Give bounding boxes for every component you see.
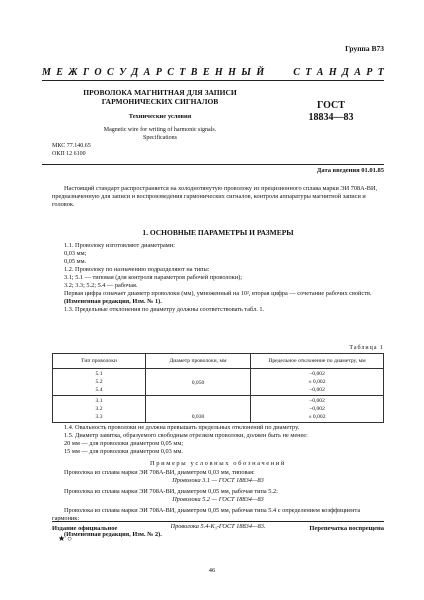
title-line-2: ГАРМОНИЧЕСКИХ СИГНАЛОВ bbox=[101, 97, 219, 106]
page-number: 46 bbox=[208, 567, 216, 574]
banner-letter: В bbox=[190, 67, 198, 78]
curl-spec-1: 20 мм — для проволоки диаметром 0,05 мм; bbox=[64, 440, 184, 448]
okp-code: ОКП 12 6100 bbox=[52, 150, 86, 157]
mks-code: МКС 77.140.65 bbox=[52, 143, 91, 149]
header-rule bbox=[42, 80, 384, 81]
banner-letter: Д bbox=[341, 67, 349, 78]
amendment-1: (Измененная редакция, Изм. № 1). bbox=[64, 298, 162, 306]
title-line-1: ПРОВОЛОКА МАГНИТНАЯ ДЛЯ ЗАПИСИ bbox=[83, 88, 237, 97]
banner-letter: А bbox=[316, 67, 324, 78]
document-subtitle: Технические условия bbox=[128, 113, 192, 120]
banner-letter: Н bbox=[214, 67, 223, 78]
diameter-2: 0,05 мм. bbox=[64, 258, 87, 266]
banner-letter: Д bbox=[131, 67, 139, 78]
amendment-2: (Измененная редакция, Изм. № 2). bbox=[64, 531, 162, 539]
clause-1-2: 1.2. Проволоку по назначению подразделяют на типы: bbox=[64, 266, 210, 274]
english-title bbox=[60, 126, 260, 142]
date-rule bbox=[42, 164, 384, 165]
type-value: 5.2 bbox=[95, 379, 103, 385]
table-header-row bbox=[53, 354, 384, 369]
clause-1-4: 1.4. Овальность проволоки не должна превышать предельных отклонений по диаметру. bbox=[64, 424, 300, 431]
types-line-2: 3.2; 3.3; 5.2; 5.4 — рабочая. bbox=[64, 282, 138, 290]
banner-letter bbox=[277, 67, 280, 80]
reprint-prohibited-label: Перепечатка воспрещена bbox=[309, 525, 384, 532]
english-line-2: Specifications bbox=[143, 135, 177, 142]
diameter-cell: 0,030 bbox=[146, 396, 251, 423]
examples-heading: Примеры условных обозначений bbox=[150, 460, 286, 467]
diameter-1: 0,03 мм; bbox=[64, 250, 87, 258]
banner-letter: Н bbox=[228, 67, 236, 78]
type-value: 3.2 bbox=[95, 406, 103, 412]
banner-letter: О bbox=[94, 67, 102, 78]
clause-1-1: 1.1. Проволоку изготовляют диаметрами: bbox=[64, 242, 175, 249]
banner-letter: Н bbox=[328, 67, 337, 78]
example-2: Проволока из сплава марки ЭИ 708А-ВИ, диаметром 0,05 мм, рабочая типа 5.2: bbox=[64, 488, 278, 496]
col-type-header: Тип проволоки bbox=[53, 354, 146, 369]
banner-letter: Г bbox=[82, 67, 89, 78]
banner-letter: Т bbox=[179, 67, 186, 78]
banner-letter: Ж bbox=[68, 67, 78, 78]
banner-letter bbox=[270, 67, 273, 80]
banner-letter: У bbox=[119, 67, 127, 78]
deviation-value: −0,002 bbox=[309, 371, 325, 377]
clause-1-3: 1.3. Предельные отклонения по диаметру должны соответствовать табл. 1. bbox=[64, 306, 265, 314]
type-cell bbox=[53, 369, 146, 396]
banner-letter: Т bbox=[305, 67, 312, 78]
example-1-code: Проволока 3.1 — ГОСТ 18834—83 bbox=[172, 477, 264, 485]
section-1-body bbox=[52, 242, 384, 314]
intro-paragraph: Настоящий стандарт распространяется на холоднотянутую проволоку из прецизионного сплава марки ЭИ 708А-ВИ, предназначенную для записи и воспроизведения гармонических сигналов, контроля аппаратуры магнитной записи и головок. bbox=[52, 185, 378, 209]
table-row bbox=[53, 396, 384, 423]
deviation-cell bbox=[251, 396, 384, 423]
group-code: Группа В73 bbox=[345, 44, 384, 53]
col-diameter-header: Диаметр проволоки, мм bbox=[146, 354, 251, 369]
official-edition-label: Издание официальное bbox=[52, 525, 118, 532]
curl-spec-2: 15 мм — для проволоки диаметром 0,03 мм. bbox=[64, 448, 183, 456]
banner-letter: Ы bbox=[241, 67, 251, 78]
banner-letter: Т bbox=[377, 67, 384, 78]
banner-letter: Й bbox=[256, 67, 265, 78]
deviation-value: −0,002 bbox=[309, 406, 325, 412]
type-cell bbox=[53, 396, 146, 423]
classification-codes bbox=[52, 143, 91, 159]
document-title bbox=[60, 88, 260, 106]
banner-letter: А bbox=[143, 67, 151, 78]
tolerance-table bbox=[52, 353, 384, 423]
deviation-value: ± 0,002 bbox=[308, 414, 326, 420]
gost-label: ГОСТ bbox=[317, 100, 345, 111]
banner-letter: С bbox=[107, 67, 114, 78]
footer-rule bbox=[52, 521, 384, 522]
deviation-cell bbox=[251, 369, 384, 396]
banner-letter: Е bbox=[56, 67, 63, 78]
example-3-code: Проволока 5.4-К₃-ГОСТ 18834—83. bbox=[170, 523, 266, 531]
banner-letter: С bbox=[167, 67, 174, 78]
banner-letter: С bbox=[293, 67, 300, 78]
types-line-1: 3.1; 5.1 — типовая (для контроля параметров рабочей проволоки); bbox=[64, 274, 242, 282]
banner-letter: А bbox=[354, 67, 361, 78]
example-2-code: Проволока 5.2 — ГОСТ 18834—83 bbox=[172, 496, 264, 504]
english-line-1: Magnetic wire for writing of harmonic signals. bbox=[103, 127, 217, 133]
deviation-value: −0,002 bbox=[309, 398, 325, 404]
deviation-value: −0,002 bbox=[309, 387, 325, 393]
type-value: 5.1 bbox=[95, 371, 103, 377]
type-explanation: Первая цифра означает диаметр проволоки (мм), умноженный на 10², вторая цифра — сочетание рабочих свойств. bbox=[64, 290, 372, 298]
example-1: Проволока из сплава марки ЭИ 708А-ВИ, диаметром 0,03 мм, типовая: bbox=[64, 469, 255, 476]
table-1-label: Таблица 1 bbox=[349, 345, 384, 351]
section-1-heading: 1. ОСНОВНЫЕ ПАРАМЕТРЫ И РАЗМЕРЫ bbox=[142, 228, 294, 237]
banner-letter: Е bbox=[202, 67, 210, 78]
type-value: 5.4 bbox=[95, 387, 103, 393]
clauses-after-table bbox=[52, 424, 384, 456]
type-value: 3.3 bbox=[95, 414, 103, 420]
gost-designation bbox=[296, 100, 366, 123]
example-3: Проволока из сплава марки ЭИ 708А-ВИ, диаметром 0,05 мм, рабочая типа 5.4 с определением коэффициента гармоник: bbox=[52, 507, 361, 523]
diameter-cell: 0,050 bbox=[146, 369, 251, 396]
type-value: 3.1 bbox=[95, 398, 103, 404]
effective-date: Дата введения 01.01.85 bbox=[316, 167, 384, 174]
banner-letter: Р bbox=[366, 67, 373, 78]
table-row bbox=[53, 369, 384, 396]
col-deviation-header: Предельное отклонение по диаметру, мм bbox=[251, 354, 384, 369]
star-circle-marks: ★ ○ bbox=[58, 534, 73, 543]
banner-letter: Р bbox=[155, 67, 162, 78]
banner-letter: М bbox=[42, 67, 51, 78]
gost-number: 18834—83 bbox=[308, 111, 354, 123]
clause-1-5: 1.5. Диаметр завитка, образуемого свободным отрезком проволоки, должен быть не менее: bbox=[64, 432, 308, 440]
interstate-standard-banner bbox=[42, 67, 384, 80]
deviation-value: ± 0,002 bbox=[308, 379, 326, 385]
banner-letter bbox=[285, 67, 288, 80]
